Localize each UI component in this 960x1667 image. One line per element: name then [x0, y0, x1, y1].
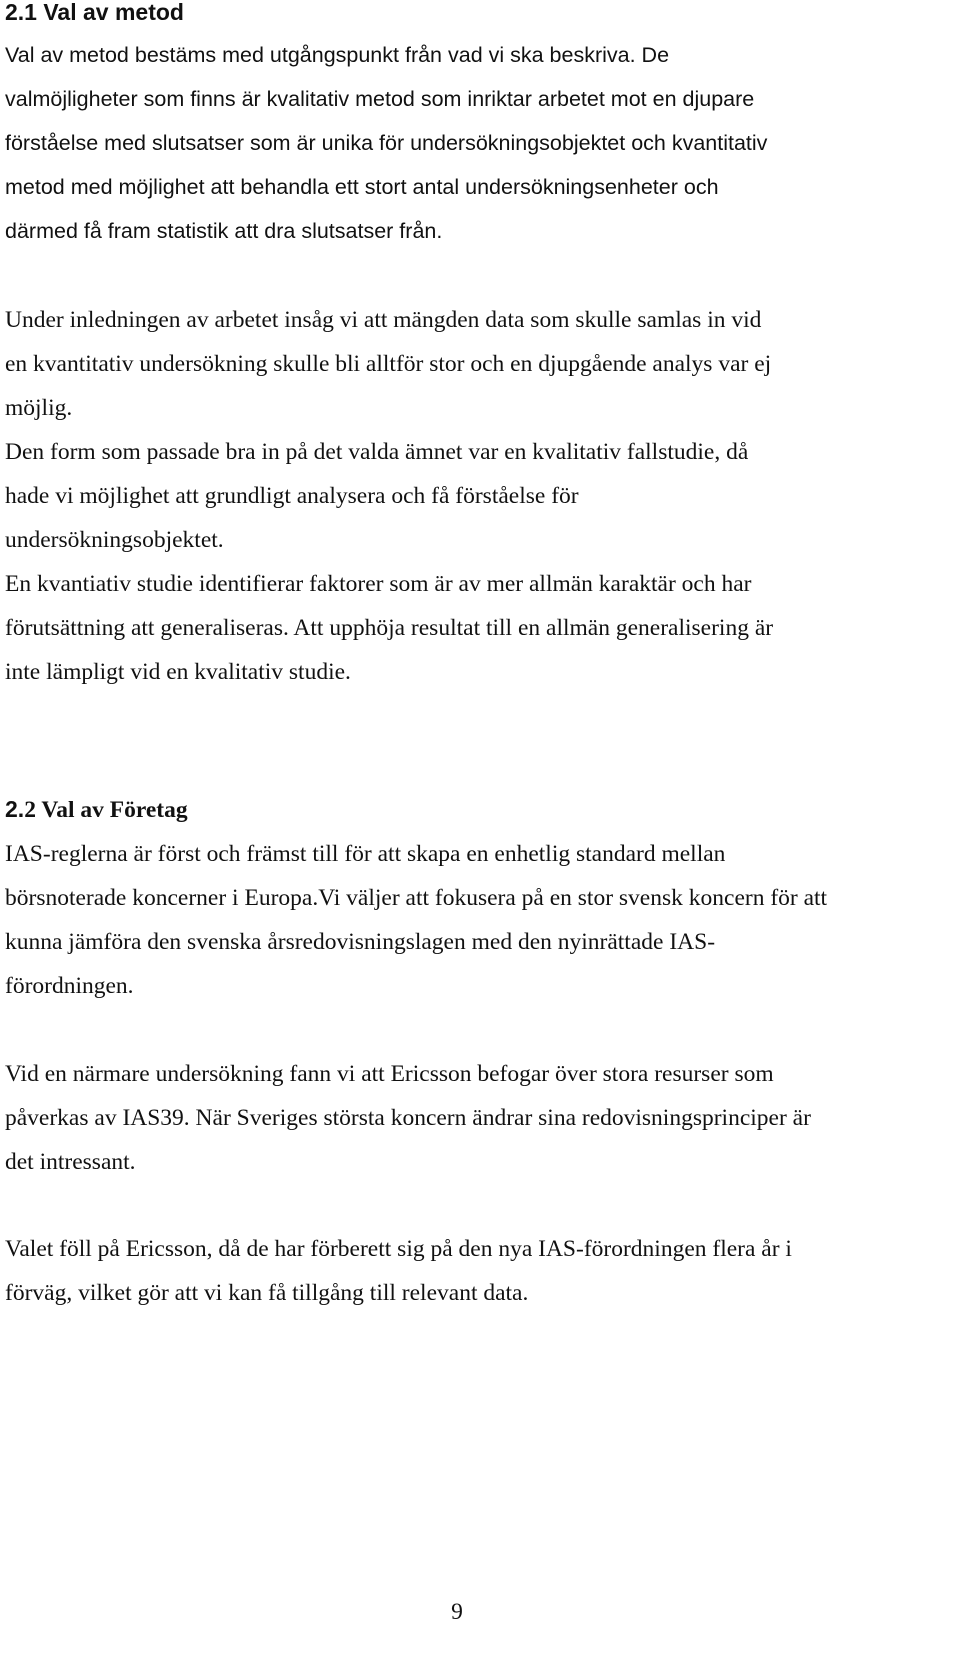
page-number: 9 — [451, 1599, 463, 1625]
text-line: Den form som passade bra in på det valda ämnet var en kvalitativ fallstudie, då — [5, 439, 749, 465]
text-line: undersökningsobjektet. — [5, 527, 224, 553]
section-heading-val-av-foretag — [5, 795, 188, 824]
text-line: förståelse med slutsatser som är unika för undersökningsobjektet och kvantitativ — [5, 131, 768, 155]
paragraph-valet-foll — [5, 1227, 792, 1315]
text-line: påverkas av IAS39. När Sveriges största koncern ändrar sina redovisningsprinciper är — [5, 1105, 811, 1131]
text-line: förväg, vilket gör att vi kan få tillgång till relevant data. — [5, 1280, 529, 1306]
text-line: metod med möjlighet att behandla ett stort antal undersökningsenheter och — [5, 175, 719, 199]
text-line: en kvantitativ undersökning skulle bli alltför stor och en djupgående analys var ej — [5, 351, 772, 377]
text-line: Under inledningen av arbetet insåg vi att mängden data som skulle samlas in vid — [5, 307, 762, 333]
text-line: möjlig. — [5, 395, 73, 421]
text-line: hade vi möjlighet att grundligt analysera och få förståelse för — [5, 483, 579, 509]
text-line: det intressant. — [5, 1149, 136, 1175]
section-heading-val-av-metod: 2.1 Val av metod — [5, 0, 184, 25]
text-line: förutsättning att generaliseras. Att upphöja resultat till en allmän generalisering är — [5, 615, 774, 641]
text-line: Valet föll på Ericsson, då de har förberett sig på den nya IAS-förordningen flera år i — [5, 1236, 792, 1262]
paragraph-ias-reglerna — [5, 832, 827, 1008]
heading-text: 2 Val av Företag — [24, 797, 188, 823]
text-line: En kvantiativ studie identifierar faktorer som är av mer allmän karaktär och har — [5, 571, 752, 597]
paragraph-ericsson-resurser — [5, 1052, 811, 1184]
text-line: börsnoterade koncerner i Europa.Vi väljer att fokusera på en stor svensk koncern för att — [5, 885, 828, 911]
heading-number-prefix: 2. — [5, 796, 25, 822]
text-line: kunna jämföra den svenska årsredovisningslagen med den nyinrättade IAS- — [5, 929, 716, 955]
paragraph-val-av-metod-intro — [5, 33, 767, 253]
paragraph-val-av-metod-details — [5, 298, 773, 694]
text-line: Val av metod bestäms med utgångspunkt från vad vi ska beskriva. De — [5, 43, 670, 67]
text-line: inte lämpligt vid en kvalitativ studie. — [5, 659, 351, 685]
text-line: IAS-reglerna är först och främst till för att skapa en enhetlig standard mellan — [5, 841, 726, 867]
text-line: därmed få fram statistik att dra slutsatser från. — [5, 219, 443, 243]
text-line: Vid en närmare undersökning fann vi att Ericsson befogar över stora resurser som — [5, 1061, 774, 1087]
text-line: valmöjligheter som finns är kvalitativ metod som inriktar arbetet mot en djupare — [5, 87, 755, 111]
text-line: förordningen. — [5, 973, 134, 999]
